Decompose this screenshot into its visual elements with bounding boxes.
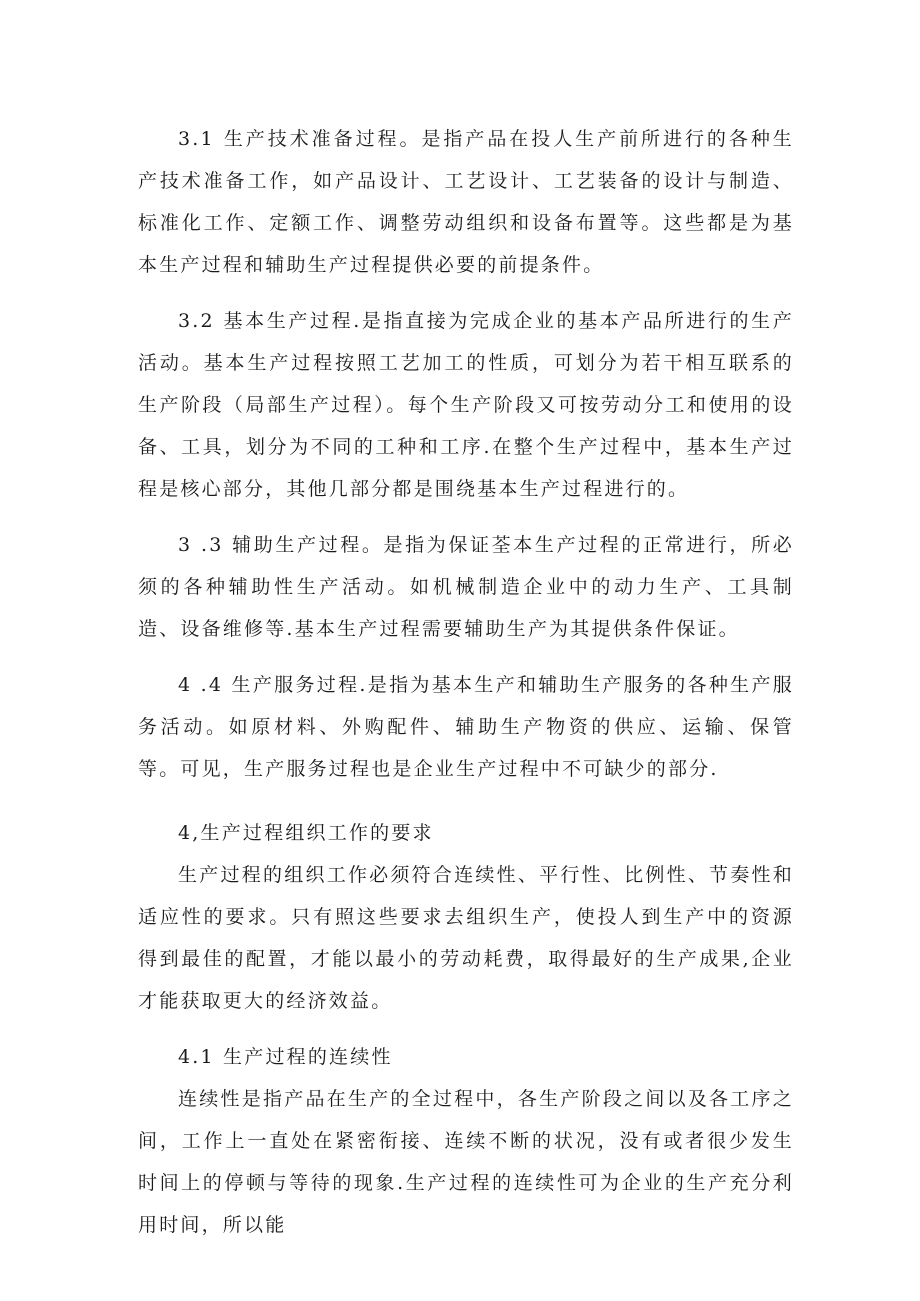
paragraph-requirements: 生产过程的组织工作必须符合连续性、平行性、比例性、节奏性和适应性的要求。只有照这些要求去组织生产，使投人到生产中的资源得到最佳的配置，才能以最小的劳动耗费，取得最好的生产成果,企业才能获取更大的经济效益。 <box>138 864 794 1012</box>
document-page <box>138 118 794 1246</box>
paragraph-3-1: 3.1 生产技术准备过程。是指产品在投人生产前所进行的各种生产技术准备工作，如产品设计、工艺设计、工艺装备的设计与制造、标准化工作、定额工作、调整劳动组织和设备布置等。这些都是为基本生产过程和辅助生产过程提供必要的前提条件。 <box>138 128 794 276</box>
section-heading-4: 4,生产过程组织工作的要求 <box>178 822 434 844</box>
spacer <box>138 650 794 664</box>
paragraph-3-2: 3.2 基本生产过程.是指直接为完成企业的基本产品所进行的生产活动。基本生产过程按照工艺加工的性质，可划分为若干相互联系的生产阶段（局部生产过程）。每个生产阶段又可按劳动分工和使用的设备、工具，划分为不同的工种和工序.在整个生产过程中，基本生产过程是核心部分，其他几部分都是围绕基本生产过程进行的。 <box>138 310 794 500</box>
spacer <box>138 510 794 524</box>
paragraph-3-3: 3 .3 辅助生产过程。是指为保证荃本生产过程的正常进行，所必须的各种辅助性生产活动。如机械制造企业中的动力生产、工具制造、设备维修等.基本生产过程需要辅助生产为其提供条件保证。 <box>138 534 794 640</box>
spacer <box>138 286 794 300</box>
subheading-4-1: 4.1 生产过程的连续性 <box>178 1046 393 1068</box>
spacer <box>138 1022 794 1036</box>
paragraph-4-4: 4 .4 生产服务过程.是指为基本生产和辅助生产服务的各种生产服务活动。如原材料、外购配件、辅助生产物资的供应、运输、保管等。可见，生产服务过程也是企业生产过程中不可缺少的部分. <box>138 674 794 780</box>
spacer <box>138 790 794 812</box>
paragraph-continuity: 连续性是指产品在生产的全过程中，各生产阶段之间以及各工序之间，工作上一直处在紧密衔接、连续不断的状况，没有或者很少发生时间上的停顿与等待的现象.生产过程的连续性可为企业的生产充分利用时间，所以能 <box>138 1088 794 1236</box>
